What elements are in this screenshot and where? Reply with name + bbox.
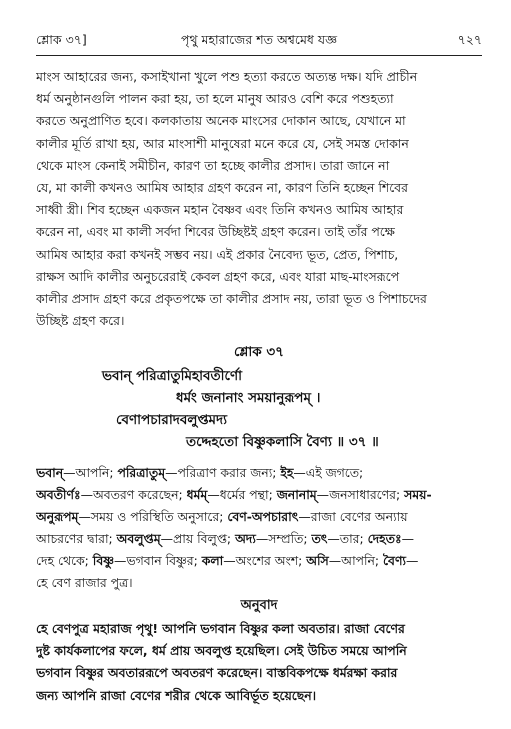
- verse-heading: শ্লোক ৩৭: [234, 344, 284, 360]
- running-header: [36, 32, 482, 52]
- synonym-meaning: —জনসাধারণের;: [316, 487, 405, 502]
- synonym-term: পরিত্রাতুম্: [117, 465, 166, 480]
- purport-line: করেন না, এবং মা কালী সর্বদা শিবের উচ্ছিষ্টই গ্রহণ করেন। তাই তাঁর পক্ষে: [36, 224, 395, 240]
- translation-line: ভগবান বিষ্ণুর অবতাররূপে অবতরণ করেছেন। বাস্তবিকপক্ষে ধর্মরক্ষা করার: [36, 665, 398, 681]
- synonym-term: অবলুপ্তম্: [116, 531, 161, 546]
- synonym-term: জনানাম্: [276, 487, 317, 502]
- purport-line: থেকে মাংস কেনাই সমীচীন, কারণ তা হচ্ছে কালীর প্রসাদ। তারা জানে না: [36, 157, 390, 173]
- synonym-meaning: —রাজা বেণের অন্যায়: [298, 509, 408, 524]
- synonym-meaning: —ভগবান বিষ্ণুর;: [114, 553, 202, 568]
- synonym-meaning: হে বেণ রাজার পুত্র।: [36, 575, 133, 590]
- purport-line: ধর্ম অনুষ্ঠানগুলি পালন করা হয়, তা হলে মানুষ আরও বেশি করে পশুহত্যা: [36, 91, 394, 107]
- synonym-meaning: —আপনি;: [63, 465, 118, 480]
- synonym-term: অসি: [306, 553, 329, 568]
- synonym-term: কলা: [201, 553, 224, 568]
- synonym-meaning: —এই জগতে;: [293, 465, 364, 480]
- purport-line: মাংস আহারের জন্য, কসাইখানা খুলে পশু হত্যা করতে অত্যন্ত দক্ষ। যদি প্রাচীন: [36, 69, 418, 84]
- synonym-meaning: দেহ থেকে;: [36, 553, 93, 568]
- verse-line-3: বেণাপচারাদবলুপ্তমদ্য: [116, 412, 228, 428]
- synonym-term: দেহতঃ: [367, 531, 402, 546]
- synonym-meaning: —: [406, 553, 419, 568]
- synonym-term: তৎ: [311, 531, 328, 546]
- synonym-term: সময়-: [404, 487, 432, 502]
- synonym-meaning: —আপনি;: [328, 553, 384, 568]
- purport-line: আমিষ আহার করা কখনই সম্ভব নয়। এই প্রকার নৈবেদ্য ভূত, প্রেত, পিশাচ,: [36, 246, 399, 262]
- book-page: [36, 0, 482, 729]
- synonym-meaning: —অংশের অংশ;: [223, 553, 307, 568]
- synonyms-line: [36, 550, 482, 572]
- translation-heading: অনুবাদ: [240, 598, 278, 613]
- purport-line: সাধ্বী স্ত্রী। শিব হচ্ছেন একজন মহান বৈষ্ণব এবং তিনি কখনও আমিষ আহার: [36, 202, 404, 218]
- synonym-term: অবতীর্ণঃ: [36, 487, 81, 502]
- synonym-term: বেণ-অপচারাৎ: [227, 509, 299, 524]
- synonym-meaning: —তার;: [327, 531, 368, 546]
- synonym-meaning: —পরিত্রাণ করার জন্য;: [165, 465, 281, 480]
- synonym-term: বিষ্ণু: [92, 553, 115, 568]
- synonym-meaning: —সময় ও পরিস্থিতি অনুসারে;: [78, 509, 228, 524]
- synonym-term: ইহ: [280, 465, 294, 480]
- verse-line-4: তদ্দেহতো বিষ্ণুকলাসি বৈণ্য ॥ ৩৭ ॥: [186, 434, 379, 450]
- synonym-meaning: —ধর্মের পন্থা;: [207, 487, 277, 502]
- word-meanings: [36, 462, 482, 594]
- translation-line: দুষ্ট কার্যকলাপের ফলে, ধর্ম প্রায় অবলুপ্ত হয়েছিল। সেই উচিত সময়ে আপনি: [36, 643, 407, 659]
- purport-paragraph: [36, 66, 482, 332]
- purport-line: যে, মা কালী কখনও আমিষ আহার গ্রহণ করেন না, কারণ তিনি হচ্ছেন শিবের: [36, 180, 408, 196]
- synonym-term: অদ্য: [235, 531, 256, 546]
- synonym-term: বৈণ্য: [383, 553, 407, 568]
- synonym-meaning: —প্রায় বিলুপ্ত;: [160, 531, 236, 546]
- header-divider: [36, 55, 482, 56]
- synonym-meaning: —সম্প্রতি;: [255, 531, 312, 546]
- synonyms-line: [36, 462, 482, 484]
- verse-line-1: ভবান্ পরিত্রাতুমিহাবতীর্ণো: [102, 368, 243, 384]
- synonyms-line: [36, 528, 482, 550]
- purport-line: কালীর মূর্তি রাখা হয়, আর মাংসাশী মানুষেরা মনে করে যে, সেই সমস্ত দোকান: [36, 135, 409, 151]
- translation-paragraph: [36, 618, 482, 707]
- chapter-title: পৃথু মহারাজের শত অশ্বমেধ যজ্ঞ: [180, 32, 338, 47]
- translation-line: জন্য আপনি রাজা বেণের শরীর থেকে আবির্ভূত হয়েছেন।: [36, 687, 317, 703]
- page-number: ৭২৭: [457, 32, 482, 47]
- synonym-meaning: —অবতরণ করেছেন;: [80, 487, 187, 502]
- synonym-meaning: আচরণের দ্বারা;: [36, 531, 117, 546]
- verse-reference: শ্লোক ৩৭]: [36, 32, 87, 47]
- synonym-term: অনুরূপম্: [36, 509, 79, 524]
- synonym-meaning: —: [401, 531, 414, 546]
- synonyms-line: [36, 484, 482, 506]
- synonyms-line: [36, 572, 482, 594]
- verse-line-2: ধর্মং জনানাং সময়ানুরূপম্ ।: [176, 390, 321, 406]
- purport-line: কালীর প্রসাদ গ্রহণ করে প্রকৃতপক্ষে তা কালীর প্রসাদ নয়, তারা ভূত ও পিশাচদের: [36, 291, 427, 307]
- synonym-term: ভবান্: [36, 465, 64, 480]
- sanskrit-verse: [36, 365, 482, 453]
- synonyms-line: [36, 506, 482, 528]
- translation-line: হে বেণপুত্র মহারাজ পৃথু! আপনি ভগবান বিষ্ণুর কলা অবতার। রাজা বেণের: [36, 621, 405, 636]
- purport-line: রাক্ষস আদি কালীর অনুচরেরাই কেবল গ্রহণ করে, এবং যারা মাছ-মাংসরূপে: [36, 268, 400, 284]
- synonym-term: ধর্মম্: [186, 487, 208, 502]
- purport-line: উচ্ছিষ্ট গ্রহণ করে।: [36, 313, 125, 329]
- purport-line: করতে অনুপ্রাণিত হবে। কলকাতায় অনেক মাংসের দোকান আছে, যেখানে মা: [36, 113, 406, 129]
